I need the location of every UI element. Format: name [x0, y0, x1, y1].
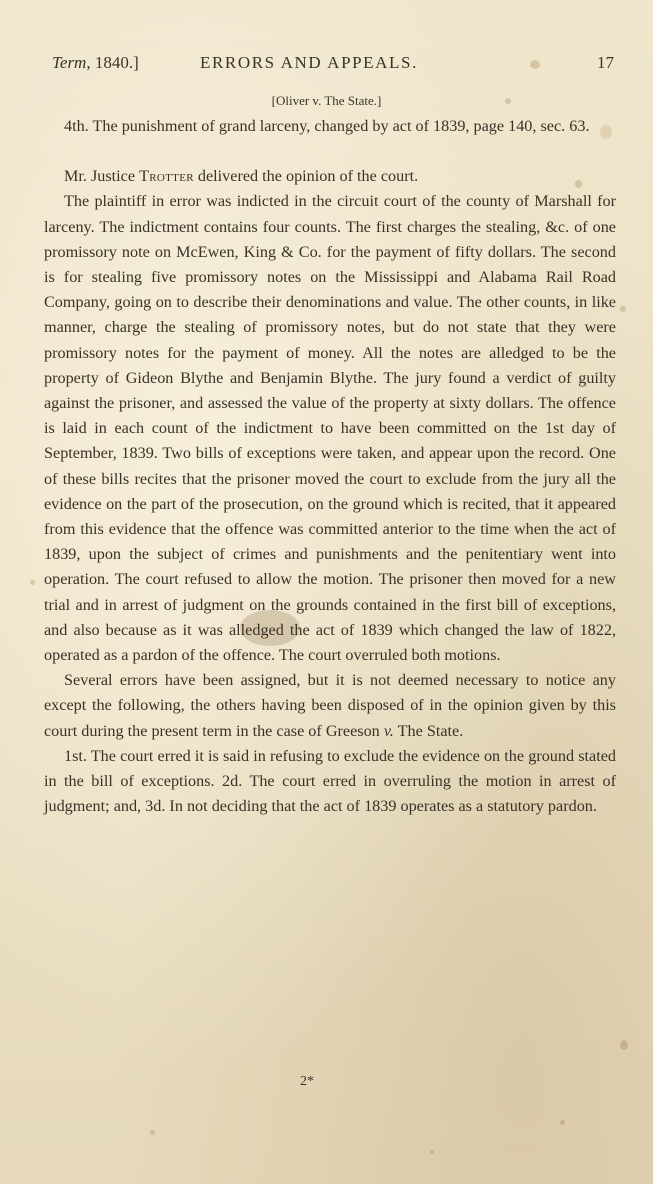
foxing-spot — [620, 306, 626, 312]
page-number: 17 — [597, 53, 614, 72]
paragraph-opinion-intro: Mr. Justice Trotter delivered the opinion of the court. — [64, 167, 419, 186]
signature-mark: 2* — [300, 1074, 314, 1089]
body-text — [44, 114, 616, 819]
case-title: [Oliver v. The State.] — [271, 93, 382, 108]
foxing-spot — [430, 1150, 434, 1154]
foxing-spot — [620, 1040, 628, 1050]
running-header — [52, 53, 614, 77]
justice-name: Trotter — [139, 167, 194, 186]
header-title: ERRORS AND APPEALS. — [200, 53, 418, 72]
paragraph-facts: The plaintiff in error was indicted in the circuit court of the county of Marshall for larceny. The indictment contains four counts. The first charges the stealing, &c. of one promissory note on McEwen, King & Co. for the payment of fifty dollars. The second is for stealing five promissory notes on the Mississippi and Alabama Rail Road Company, going on to describe their denominations and value. The other counts, in like manner, charge the stealing of promissory notes, but do not state that they were promissory notes for the payment of money. All the notes are alledged to be the property of Gideon Blythe and Benjamin Blythe. The jury found a verdict of guilty against the prisoner, and assessed the value of the property at sixty dollars. The offence is laid in each count of the indictment to have been committed on the 1st day of September, 1839. Two bills of exceptions were taken, and appear upon the record. One of these bills recites that the prisoner moved the court to exclude from the jury all the evidence on the part of the prosecution, on the ground which is recited, that it appeared from this evidence that the offence was committed anterior to the time when the act of 1839, upon the subject of crimes and punishments and the penitentiary went into operation. The court refused to allow the motion. The prisoner then moved for a new trial and in arrest of judgment on the grounds contained in the first bill of exceptions, and also because as it was alledged the act of 1839 which changed the law of 1822, operated as a pardon of the offence. The court overruled both motions. — [44, 192, 616, 665]
paragraph-punishment: 4th. The punishment of grand larceny, changed by act of 1839, page 140, sec. 63. — [64, 117, 590, 135]
foxing-spot — [150, 1130, 155, 1135]
paragraph-errors-list: 1st. The court erred it is said in refusing to exclude the evidence on the ground stated in the bill of exceptions. 2d. The court erred in overruling the motion in arrest of judgment; and, 3d. In not deciding that the act of 1839 operates as a statutory pardon. — [44, 746, 616, 816]
paragraph-errors-assigned: Several errors have been assigned, but it is not deemed necessary to notice any except the following, the others having been disposed of in the opinion given by this court during the present term in the case of Greeson v. The State. — [44, 671, 616, 740]
foxing-spot — [560, 1120, 565, 1125]
foxing-spot — [30, 580, 35, 585]
header-term: Term, 1840.] — [52, 53, 139, 72]
